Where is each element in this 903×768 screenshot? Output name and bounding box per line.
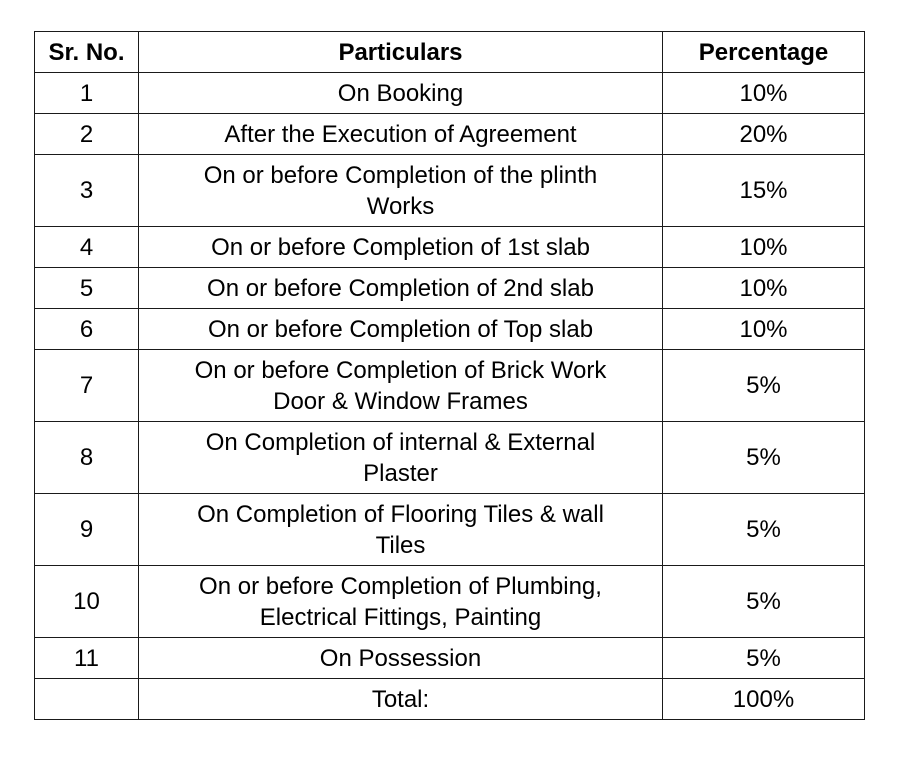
particulars-cell: On or before Completion of 2nd slab [139, 268, 663, 309]
percentage-cell: 10% [663, 268, 865, 309]
total-row [35, 679, 865, 720]
particulars-line: On or before Completion of Brick Work [194, 356, 607, 384]
percentage-cell: 15% [663, 155, 865, 227]
payment-schedule-table [34, 31, 865, 720]
percentage-cell: 10% [663, 227, 865, 268]
percentage-cell: 5% [663, 494, 865, 566]
percentage-cell: 20% [663, 114, 865, 155]
sr-no-cell: 3 [35, 155, 139, 227]
particulars-cell [139, 155, 663, 227]
particulars-line: On or before Completion of Plumbing, [199, 572, 602, 600]
sr-no-cell: 11 [35, 638, 139, 679]
total-percentage: 100% [663, 679, 865, 720]
table-row [35, 227, 865, 268]
percentage-cell: 5% [663, 566, 865, 638]
particulars-cell: On or before Completion of Top slab [139, 309, 663, 350]
particulars-line: On Completion of internal & External [205, 428, 596, 456]
particulars-cell: On Booking [139, 73, 663, 114]
sr-no-cell: 5 [35, 268, 139, 309]
table-row [35, 350, 865, 422]
particulars-line: Door & Window Frames [273, 387, 528, 415]
table-row [35, 422, 865, 494]
percentage-cell: 10% [663, 309, 865, 350]
table-row [35, 638, 865, 679]
particulars-cell: On or before Completion of 1st slab [139, 227, 663, 268]
table-row [35, 566, 865, 638]
particulars-line: Tiles [375, 531, 426, 559]
header-percentage: Percentage [663, 32, 865, 73]
particulars-cell [139, 566, 663, 638]
particulars-cell: On Possession [139, 638, 663, 679]
particulars-line: Electrical Fittings, Painting [259, 603, 542, 631]
percentage-cell: 10% [663, 73, 865, 114]
header-particulars: Particulars [139, 32, 663, 73]
sr-no-cell: 8 [35, 422, 139, 494]
table-header-row [35, 32, 865, 73]
particulars-line: On or before Completion of the plinth [203, 161, 598, 189]
sr-no-cell: 7 [35, 350, 139, 422]
particulars-cell [139, 422, 663, 494]
percentage-cell: 5% [663, 350, 865, 422]
total-label: Total: [139, 679, 663, 720]
particulars-cell [139, 494, 663, 566]
particulars-cell [139, 350, 663, 422]
total-sr-no-cell [35, 679, 139, 720]
table-row [35, 114, 865, 155]
table-row [35, 268, 865, 309]
header-sr-no: Sr. No. [35, 32, 139, 73]
percentage-cell: 5% [663, 422, 865, 494]
table-row [35, 73, 865, 114]
sr-no-cell: 6 [35, 309, 139, 350]
table-row [35, 155, 865, 227]
table-row [35, 494, 865, 566]
particulars-line: Works [366, 192, 435, 220]
sr-no-cell: 9 [35, 494, 139, 566]
sr-no-cell: 1 [35, 73, 139, 114]
particulars-line: Plaster [363, 459, 438, 487]
particulars-cell: After the Execution of Agreement [139, 114, 663, 155]
percentage-cell: 5% [663, 638, 865, 679]
sr-no-cell: 2 [35, 114, 139, 155]
sr-no-cell: 4 [35, 227, 139, 268]
particulars-line: On Completion of Flooring Tiles & wall [197, 500, 604, 528]
table-row [35, 309, 865, 350]
sr-no-cell: 10 [35, 566, 139, 638]
